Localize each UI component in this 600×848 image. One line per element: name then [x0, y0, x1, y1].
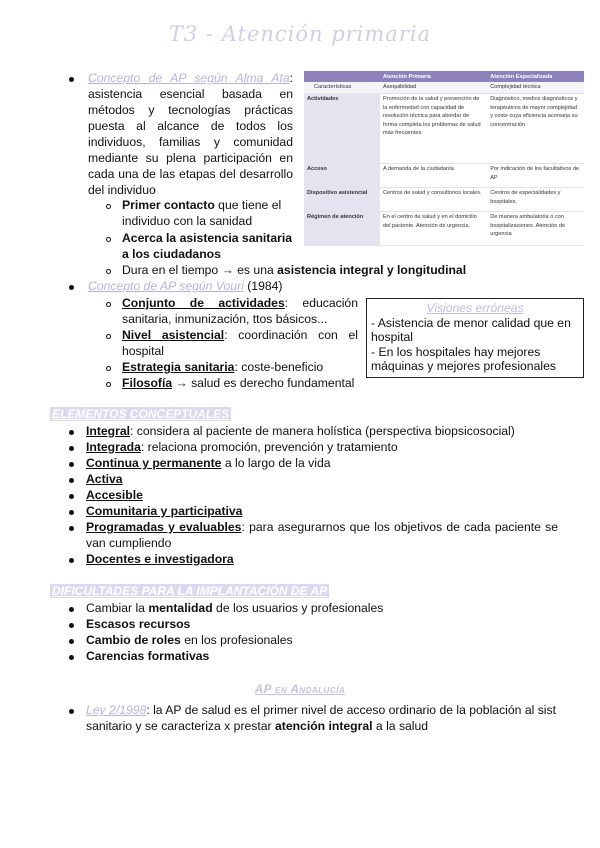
- alma-sub-item: Dura en el tiempo → es una asistencia integral y longitudinal: [122, 263, 467, 277]
- alma-sub-item: Acerca la asistencia sanitaria a los ciudadanos: [122, 231, 293, 261]
- sub-bullet-icon: [106, 382, 111, 387]
- bullet-icon: [69, 494, 74, 499]
- dificultad-item: Cambiar la mentalidad de los usuarios y profesionales: [86, 601, 384, 615]
- vouri-item: Nivel asistencial: coordinación con el hospital: [122, 328, 358, 358]
- ley-link[interactable]: Ley 2/1998: [86, 703, 147, 717]
- sub-bullet-icon: [106, 334, 111, 339]
- sub-bullet-icon: [106, 269, 111, 274]
- vouri-item: Conjunto de actividades: educación sanitaria, inmunización, ttos básicos...: [122, 296, 358, 326]
- elemento-item: Integrada: relaciona promoción, prevención y tratamiento: [86, 440, 398, 454]
- sub-bullet-icon: [106, 204, 111, 209]
- table-row: Dispositivo asistencial Centros de salud y consultorios locales. Centros de especialidades y hospitales.: [304, 188, 584, 212]
- sub-bullet-icon: [106, 366, 111, 371]
- bullet-icon: [69, 77, 74, 82]
- bullet-icon: [69, 709, 74, 714]
- table-row: Características Asequibilidad Complejidad técnica: [304, 82, 584, 94]
- dificultad-item: Carencias formativas: [86, 649, 210, 663]
- bullet-icon: [69, 623, 74, 628]
- table-row: Actividades Promoción de la salud y prevención de la enfermedad con capacidad de resolución técnica para abordar de forma completa los problemas de salud más frecuentes. Diagnóstico, medios diagnósticos y terapéuticos de mayor complejidad y coste cuya eficiencia aconseja su concentración: [304, 94, 584, 164]
- alma-ata-link[interactable]: Concepto de AP según Alma Ata: [88, 71, 290, 85]
- table-header: Atención Especializada: [487, 71, 584, 82]
- table-header: [304, 71, 380, 82]
- elemento-item: Activa: [86, 472, 123, 486]
- elemento-item: Comunitaria y participativa: [86, 504, 243, 518]
- dificultad-item: Cambio de roles en los profesionales: [86, 633, 293, 647]
- table-row: Acceso A demanda de la ciudadanía Por indicación de los facultativos de AP: [304, 164, 584, 188]
- elemento-item: Programadas y evaluables: para asegurarnos que los objetivos de cada paciente se van cumpliendo: [86, 520, 558, 550]
- comparison-table: [304, 71, 584, 246]
- andalucia-paragraph: Ley 2/1998: la AP de salud es el primer nivel de acceso ordinario de la población al sist sanitario y se caracteriza x prestar atención integral a la salud: [86, 703, 556, 733]
- alma-ata-text: asistencia esencial basada en métodos y tecnologías prácticas puesta al alcance de todos los individuos, familias y comunidad mediante su plena participación en cada una de las etapas del desarrollo del individuo: [88, 87, 293, 197]
- table-row: Régimen de atención En el centro de salud y en el domicilio del paciente. Atención de urgencia. De manera ambulatoria o con hospitalizaciones. Atención de urgencia: [304, 212, 584, 246]
- bullet-icon: [69, 607, 74, 612]
- bullet-icon: [69, 446, 74, 451]
- visiones-line: - En los hospitales hay mejores máquinas y mejores profesionales: [371, 344, 556, 373]
- bullet-icon: [69, 462, 74, 467]
- dificultad-item: Escasos recursos: [86, 617, 191, 631]
- vouri-link[interactable]: Concepto de AP según Vouri: [88, 279, 244, 293]
- alma-sub-item: Primer contacto que tiene el individuo con la sanidad: [122, 198, 282, 228]
- elemento-item: Integral: considera al paciente de manera holística (perspectiva biopsicosocial): [86, 424, 515, 438]
- elemento-item: Accesible: [86, 488, 143, 502]
- visiones-title: Visiones erróneas: [426, 301, 524, 315]
- bullet-icon: [69, 655, 74, 660]
- bullet-icon: [69, 478, 74, 483]
- elemento-item: Continua y permanente a lo largo de la vida: [86, 456, 331, 470]
- bullet-icon: [69, 510, 74, 515]
- bullet-icon: [69, 558, 74, 563]
- section-heading: ELEMENTOS CONCEPTUALES: [52, 407, 230, 421]
- sub-bullet-icon: [106, 302, 111, 307]
- visiones-line: - Asistencia de menor calidad que en hospital: [371, 315, 571, 344]
- bullet-icon: [69, 285, 74, 290]
- section-heading: DIFICULTADES PARA LA IMPLANTACIÓN DE AP: [52, 584, 328, 598]
- page-title: T3 - Atención primaria: [168, 22, 432, 46]
- alma-ata-paragraph: Concepto de AP según Alma Ata: asistencia esencial basada en métodos y tecnologías prácticas puesta al alcance de todos los individuos, familias y comunidad mediante su plena participación en cada una de las etapas del desarrollo del individuo: [88, 71, 293, 197]
- bullet-icon: [69, 639, 74, 644]
- bullet-icon: [69, 430, 74, 435]
- vouri-heading: Concepto de AP según Vouri (1984): [88, 279, 283, 293]
- andalucia-heading: AP en Andalucía: [254, 684, 346, 696]
- sub-bullet-icon: [106, 237, 111, 242]
- elemento-item: Docentes e investigadora: [86, 552, 234, 566]
- vouri-item: Estrategia sanitaria: coste-beneficio: [122, 360, 324, 374]
- vouri-item: Filosofía → salud es derecho fundamental: [122, 376, 355, 390]
- visiones-box: [366, 298, 584, 378]
- bullet-icon: [69, 526, 74, 531]
- table-header: Atención Primaria: [380, 71, 487, 82]
